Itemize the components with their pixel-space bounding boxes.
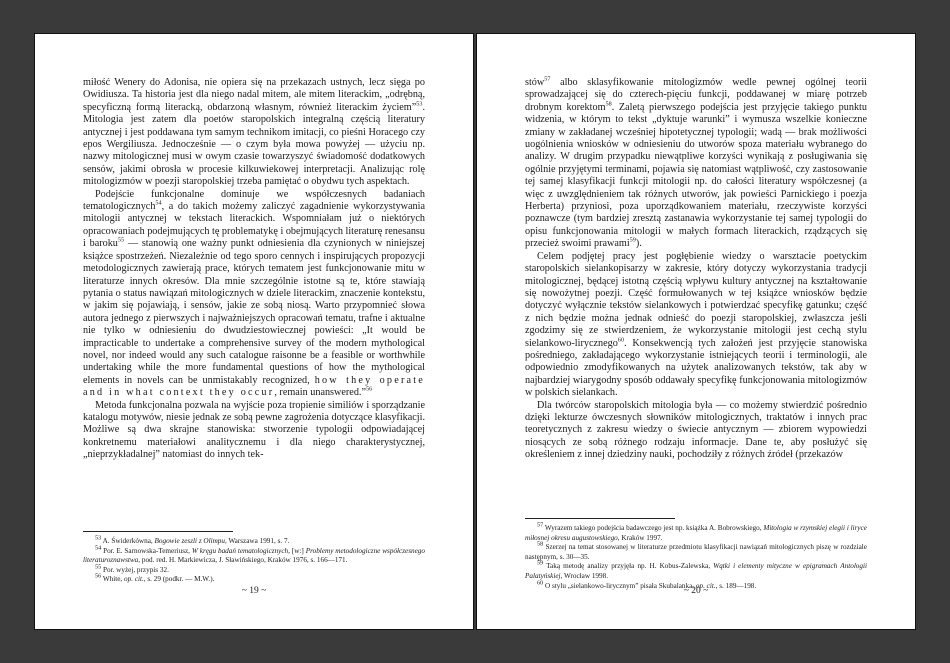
footnote-ref: 59: [629, 236, 636, 244]
footnote-ref: 54: [155, 199, 162, 207]
right-footnote-rule: [525, 518, 675, 519]
right-page-body-text: [525, 77, 867, 462]
text-run: Podejście funkcjonalne dominuje we współczesnych badaniach tematologicznych: [83, 188, 425, 213]
footnote-ref: 54: [95, 544, 102, 552]
footnote-ref: 59: [537, 559, 544, 567]
emphasized-text: how they operate and in what context they occur: [83, 374, 426, 399]
footnote-ref: 56: [365, 385, 373, 393]
text-run: miłość Wenery do Adonisa, nie opiera się na przekazach ustnych, lecz sięga po Owidiusza. Ta historia jest dla niego nadal mitem, ale mitem literackim, „odrębną, specyficzną formą literacką, obdarzoną własnym, również literackim życiem”: [83, 77, 425, 113]
italic-title: op. cit.: [695, 581, 716, 590]
footnote: [83, 572, 425, 585]
text-run: Szerzej na temat stosowanej w literaturze przedmiotu klasyfikacji nawiązań mitologicznych piszę w rozdziale następnym, s. 30—35.: [525, 543, 867, 561]
footnote-ref: 53: [95, 534, 102, 542]
footnote-ref: 58: [605, 100, 612, 108]
text-run: , s. 29 (podkr. — M.W.).: [143, 575, 215, 584]
italic-title: Mitologia w rzymskiej elegii i liryce miłosnej okresu augustowskiego: [525, 524, 867, 542]
text-run: A. Świderkówna,: [101, 537, 155, 545]
text-run: Taką metodę analizy przyjęła np. H. Kobus-Zalewska,: [543, 562, 714, 571]
footnote-ref: 60: [537, 579, 544, 587]
paragraph: [83, 400, 425, 462]
text-run: ).: [635, 238, 642, 250]
text-run: stów: [525, 77, 545, 88]
text-run: O stylu „sielankowo-lirycznym” pisała Skubalanka,: [543, 581, 696, 590]
text-run: , Warszawa 1991, s. 7.: [224, 537, 290, 545]
paragraph: [83, 189, 425, 400]
text-run: , Kraków 1997.: [617, 533, 663, 542]
text-run: — stanowią one ważny punkt odniesienia dla czynionych w niniejszej książce spostrzeżeń. Niezależnie od tego sporo cennych i inspirujących propozycji metodologicznych zawierają prace, których tematem jest funkcjonowanie mitu w literaturze innych okresów. Dla mnie szczególnie istotne są te, które stawiają pytania o status nawiązań mitologicznych w dziele literackim, znaczenie kontekstu, w jakim się pojawiają, i sensów, jakie ze sobą niosą. Warto przypomnieć słowa autora jednego z pierwszych i najważniejszych opracowań tematu, trafne i aktualne nie tylko w odniesieniu do dwudziestowiecznej powieści: „It would be impracticable to undertake a comprehensive survey of the modern mythological novel, nor indeed would any such catalogue raisonne be a feasible or worthwhile undertaking while the more fundamental questions of how the mythological elements in novels can be unmistakably recognized,: [83, 238, 425, 386]
footnote-ref: 60: [617, 336, 624, 344]
footnote: [83, 534, 425, 547]
text-run: Dla twórców staropolskich mitologia była — co możemy stwierdzić pośrednio dzięki lekturze ówczesnych słowników mitologicznych, traktatów i innych prac teoretycznych z zakresu wiedzy o świecie antycznym — zbiorem wypowiedzi niosących ze sobą różnego rodzaju informacje. Dane te, aby posłużyć się określeniem z innej dziedziny nauki, pochodziły z różnych źródeł (przekazów: [525, 399, 867, 461]
text-run: , s. 189—198.: [715, 581, 757, 590]
footnote-ref: 57: [544, 75, 551, 83]
text-run: , remain unanswered.”: [274, 387, 366, 399]
footnote-ref: 58: [537, 540, 544, 548]
italic-title: Bogowie zeszli z Olimpu: [154, 537, 225, 545]
paragraph: [525, 400, 867, 462]
italic-title: Wątki i elementy mityczne w epigramach Antologii Palatyńskiej: [525, 562, 867, 580]
text-run: White,: [101, 575, 125, 584]
paragraph: [525, 251, 867, 400]
footnote: [83, 544, 425, 566]
text-run: Wyrazem takiego podejścia badawczego jest np. książka A. Bobrowskiego,: [543, 524, 764, 532]
footnote: [525, 540, 867, 562]
text-run: Celem podjętej pracy jest pogłębienie wiedzy o warsztacie poetyckim staropolskich sielankopisarzy w zakresie, który dotyczy wykorzystania tradycji mitologicznej, będącej istotną częścią wpływu kultury antycznej na kształtowanie się nowożytnej poezji. Część formułowanych w tej książce wniosków będzie dotyczyć wyłącznie tekstów sielankowych i potwierdzać specyfikę gatunku; część z nich będzie można jednak odnieść do poezji staropolskiej, zwłaszcza jeśli zgodzimy się ze stwierdzeniem, że wykorzystanie mitologii jest cechą stylu sielankowo-lirycznego: [525, 250, 867, 349]
text-run: . Konsekwencją tych założeń jest przyjęcie stanowiska pośredniego, zakładającego wykorzystanie istniejących teorii i terminologii, ale odpowiednio zmodyfikowanych na użytek analizowanych tekstów, tak aby w najbardziej wiarygodny sposób oddawały specyfikę funkcjonowania mitologizmów w polskich sielankach.: [525, 337, 867, 399]
left-page-footnotes: [83, 534, 425, 585]
footnote-ref: 55: [117, 236, 125, 244]
right-page: [476, 33, 916, 630]
left-page: [34, 33, 474, 630]
footnote-ref: 57: [537, 521, 544, 529]
text-run: Por. wyżej, przypis 32.: [101, 565, 169, 574]
italic-title: op. cit.: [124, 575, 144, 584]
paragraph: [83, 77, 425, 189]
text-run: albo sklasyfikowanie mitologizmów wedle pewnej ogólnej teorii sprowadzającej się do czterech-pięciu funkcji, poddawanej w miarę potrzeb drobnym korektom: [525, 77, 867, 113]
text-run: . Zaletą pierwszego podejścia jest przyjęcie takiego punktu widzenia, w którym to tekst „dyktuje warunki” i wymusza wszelkie konieczne zmiany w zakładanej wcześniej hipotetycznej typologii; wadą — brak możliwości uogólnienia wniosków w odniesieniu do utworów spoza materiału wybranego do analizy. W drugim przypadku niewątpliwe korzyści wynikają z posługiwania się ogólnie przyjętymi terminami, pojawia się natomiast wątpliwość, czy zastosowanie tej samej klasyfikacji funkcji mitologii np. do całości literatury współczesnej (a więc z uwzględnieniem tak różnych utworów, jak powieści Parnickiego i poezja Herberta) przyniosi, poza uporządkowaniem materiału, rzeczywiste korzyści poznawcze (tym bardziej zresztą zastanawia wykorzystanie tej samej typologii do opisu funkcjonowania mitologii w małych formach literackich, rządzących się przecież swoimi prawami: [525, 101, 867, 250]
text-run: Por. E. Sarnowska-Temeriusz,: [101, 546, 192, 555]
footnote-ref: 56: [95, 572, 102, 580]
footnote: [525, 559, 867, 581]
left-footnote-rule: [83, 531, 233, 532]
footnote: [525, 521, 867, 543]
footnote-ref: 53: [416, 100, 423, 108]
footnote-ref: 55: [95, 563, 102, 571]
text-run: , Wrocław 1998.: [560, 571, 609, 580]
left-page-number: ~ 19 ~: [241, 586, 267, 596]
text-run: Metoda funkcjonalna pozwala na wyjście poza tropienie similiów i sporządzanie katalogu motywów, niesie jednak ze sobą pewne zagrożenia dotyczące klasyfikacji. Możliwe są dwa skrajne stanowiska: stworzenie typologii odpowiadającej konkretnemu materiałowi analitycznemu i dla niego charakterystycznej, „nieprzykładalnej” natomiast do innych tek-: [83, 399, 425, 461]
text-run: , a do takich możemy zaliczyć zagadnienie wykorzystywania mitologii antycznej w tekstach literackich. Wspomniałam już o niektórych opracowaniach podejmujących tę problematykę i obejmujących literaturę renesansu i baroku: [83, 201, 425, 250]
italic-title: Problemy metodologiczne współczesnego literaturoznawstwa: [83, 546, 425, 565]
text-run: , pod. red. H. Markiewicza, J. Sławińskiego, Kraków 1976, s. 166—171.: [138, 556, 348, 565]
italic-title: W kręgu badań tematologicznych: [191, 546, 289, 555]
footnote: [83, 563, 425, 576]
right-page-footnotes: [525, 521, 867, 591]
left-page-body-text: [83, 77, 425, 462]
right-page-number: ~ 20 ~: [683, 586, 709, 596]
paragraph: [525, 77, 867, 251]
text-run: . Mitologia jest zatem dla poetów staropolskich integralną częścią literatury antycznej i jest poddawana tym samym technikom imitacji, co pieśni Horacego czy epos Wergiliusza. Jednocześnie — o czym była mowa powyżej — użyciu np. nazwy mitologicznej musi w owym czasie towarzyszyć świadomość dodatkowych sensów, jakimi obrosła w procesie kilkuwiekowej interpretacji. Analizując rolę mitologizmów w poezji staropolskiej trzeba pamiętać o obydwu tych aspektach.: [83, 101, 425, 188]
text-run: , [w:]: [288, 546, 306, 555]
